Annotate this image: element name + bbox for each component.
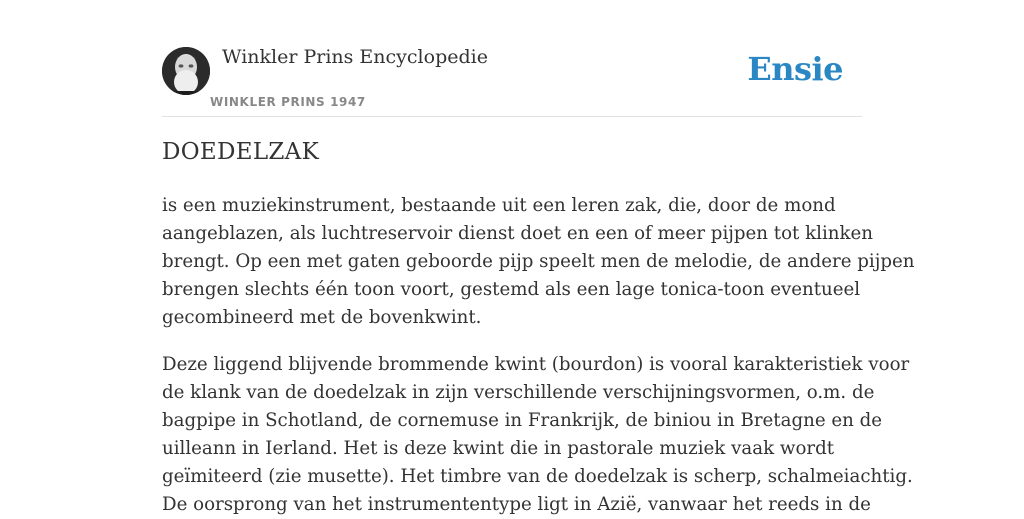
text-line: brengen slechts één toon voort, gestemd als een lage tonica-toon eventueel (162, 279, 861, 300)
portrait-avatar-icon (162, 47, 210, 95)
site-title[interactable]: Winkler Prins Encyclopedie (222, 46, 488, 68)
site-header (162, 0, 862, 117)
edition-subtitle[interactable]: WINKLER PRINS 1947 (210, 95, 366, 109)
text-line: gecombineerd met de bovenkwint. (162, 307, 482, 328)
text-line: Deze liggend blijvende brommende kwint (bourdon) is vooral karakteristiek voor (162, 354, 910, 375)
text-line: De oorsprong van het instrumententype ligt in Azië, vanwaar het reeds in de (162, 494, 871, 515)
text-line: bagpipe in Schotland, de cornemuse in Frankrijk, de biniou in Bretagne en de (162, 410, 883, 431)
text-line: uilleann in Ierland. Het is deze kwint die in pastorale muziek vaak wordt (162, 438, 835, 459)
article-title: DOEDELZAK (162, 139, 320, 165)
text-line: de klank van de doedelzak in zijn verschillende verschijningsvormen, o.m. de (162, 382, 875, 403)
article-paragraph-1 (162, 192, 915, 332)
text-line: brengt. Op een met gaten geboorde pijp speelt men de melodie, de andere pijpen (162, 251, 915, 272)
ensie-logo[interactable]: Ensie (747, 50, 843, 88)
text-line: aangeblazen, als luchtreservoir dienst doet en een of meer pijpen tot klinken (162, 223, 874, 244)
author-avatar[interactable] (162, 47, 210, 95)
page-container (162, 0, 915, 515)
text-line: geïmiteerd (zie musette). Het timbre van de doedelzak is scherp, schalmeiachtig. (162, 466, 913, 487)
article-paragraph-2 (162, 351, 913, 519)
text-line: is een muziekinstrument, bestaande uit een leren zak, die, door de mond (162, 195, 836, 216)
